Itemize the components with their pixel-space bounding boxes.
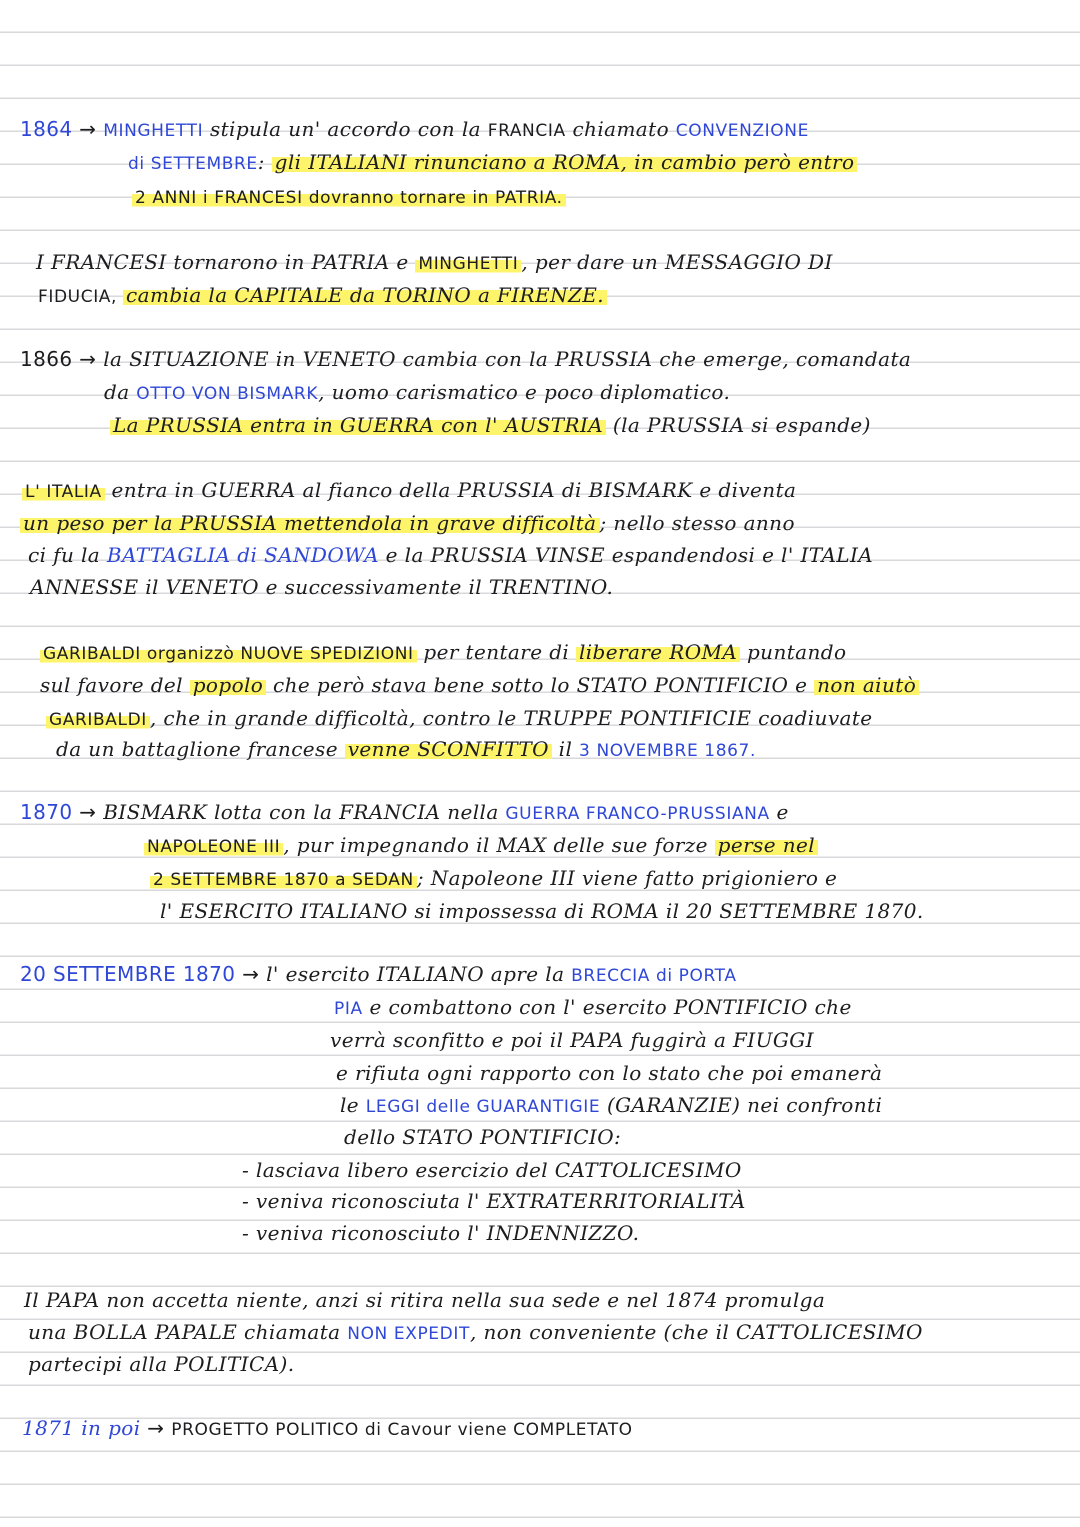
line-garibaldi-2 bbox=[40, 673, 919, 697]
line-1870-1 bbox=[20, 800, 789, 824]
text: per tentare di bbox=[416, 640, 576, 664]
highlighted-text: La PRUSSIA entra in GUERRA con l' AUSTRIA bbox=[110, 413, 606, 437]
bullet-text: - veniva riconosciuta l' EXTRATERRITORIALITÀ bbox=[242, 1189, 746, 1213]
line-papa-2 bbox=[28, 1320, 923, 1344]
line-1866-2 bbox=[104, 380, 730, 404]
text: stipula un' accordo con la bbox=[203, 117, 488, 141]
text: dello STATO PONTIFICIO: bbox=[344, 1125, 622, 1149]
line-1864-2 bbox=[128, 150, 857, 174]
text: : bbox=[257, 150, 272, 174]
highlighted-text: NAPOLEONE III bbox=[144, 837, 283, 857]
text: che però stava bene sotto lo STATO PONTIFICIO e bbox=[266, 673, 815, 697]
line-1871 bbox=[22, 1416, 633, 1440]
line-francesi-1 bbox=[36, 250, 833, 274]
text-bismark: OTTO VON BISMARK bbox=[136, 384, 319, 404]
text: entra in GUERRA al fianco della PRUSSIA di BISMARK e diventa bbox=[104, 478, 797, 502]
text: verrà sconfitto e poi il PAPA fuggirà a FIUGGI bbox=[330, 1028, 814, 1052]
list-item bbox=[242, 1158, 742, 1182]
highlighted-text: un peso per la PRUSSIA mettendola in grave difficoltà bbox=[20, 511, 600, 535]
year-label: 1870 bbox=[20, 800, 73, 824]
text: sul favore del bbox=[40, 673, 190, 697]
text: da bbox=[104, 380, 137, 404]
year-label: 1866 bbox=[20, 347, 73, 371]
text: puntando bbox=[740, 640, 847, 664]
line-italia-1 bbox=[22, 478, 796, 502]
highlighted-text: GARIBALDI organizzò NUOVE SPEDIZIONI bbox=[40, 644, 417, 664]
highlighted-text: 2 ANNI i FRANCESI dovranno tornare in PATRIA. bbox=[132, 188, 566, 208]
text: , non conveniente (che il CATTOLICESIMO bbox=[469, 1320, 923, 1344]
arrow-icon: → bbox=[79, 800, 97, 824]
line-papa-1 bbox=[24, 1288, 825, 1312]
highlighted-text: 2 SETTEMBRE 1870 a SEDAN bbox=[150, 870, 417, 890]
highlighted-text: cambia la CAPITALE da TORINO a FIRENZE. bbox=[123, 283, 607, 307]
text-guerra: GUERRA FRANCO-PRUSSIANA bbox=[505, 804, 770, 824]
text-pia: PIA bbox=[334, 999, 363, 1019]
line-20set-2 bbox=[334, 995, 852, 1019]
line-francesi-2 bbox=[38, 283, 607, 307]
line-20set-3 bbox=[330, 1028, 814, 1052]
line-italia-3 bbox=[28, 543, 873, 567]
text: ; nello stesso anno bbox=[599, 511, 795, 535]
highlighted-text: popolo bbox=[190, 673, 267, 697]
text: il bbox=[551, 737, 580, 761]
arrow-icon: → bbox=[242, 962, 260, 986]
line-1866-3 bbox=[110, 413, 871, 437]
text: l' ESERCITO ITALIANO si impossessa di ROMA il 20 SETTEMBRE 1870. bbox=[160, 899, 924, 923]
text: FRANCIA bbox=[487, 121, 566, 141]
text-non-expedit: NON EXPEDIT bbox=[347, 1324, 470, 1344]
highlighted-text: non aiutò bbox=[814, 673, 919, 697]
line-1864-1 bbox=[20, 117, 809, 141]
text: di SETTEMBRE bbox=[128, 154, 258, 174]
text-battaglia: BATTAGLIA di SANDOWA bbox=[106, 543, 379, 567]
line-garibaldi-4 bbox=[56, 737, 756, 761]
text: ANNESSE il VENETO e successivamente il TRENTINO. bbox=[30, 575, 614, 599]
text: , per dare un MESSAGGIO DI bbox=[521, 250, 833, 274]
text: (la PRUSSIA si espande) bbox=[606, 413, 871, 437]
highlighted-text: perse nel bbox=[715, 833, 818, 857]
line-1870-3 bbox=[150, 866, 837, 890]
text: una BOLLA PAPALE chiamata bbox=[28, 1320, 348, 1344]
arrow-icon: → bbox=[79, 347, 97, 371]
line-garibaldi-1 bbox=[40, 640, 846, 664]
date-label: 1871 in poi bbox=[22, 1416, 141, 1440]
highlighted-text: liberare ROMA bbox=[576, 640, 740, 664]
text: I FRANCESI tornarono in PATRIA e bbox=[36, 250, 416, 274]
text: e la PRUSSIA VINSE espandendosi e l' ITALIA bbox=[378, 543, 874, 567]
text: ci fu la bbox=[28, 543, 107, 567]
line-italia-2 bbox=[20, 511, 795, 535]
highlighted-text: MINGHETTI bbox=[415, 254, 521, 274]
text: Il PAPA non accetta niente, anzi si ritira nella sua sede e nel 1874 promulga bbox=[24, 1288, 826, 1312]
list-item bbox=[242, 1189, 746, 1213]
text: ; Napoleone III viene fatto prigioniero e bbox=[416, 866, 838, 890]
text-leggi: LEGGI delle GUARANTIGIE bbox=[365, 1097, 601, 1117]
text: , pur impegnando il MAX delle sue forze bbox=[283, 833, 715, 857]
text: e rifiuta ogni rapporto con lo stato che poi emanerà bbox=[336, 1061, 883, 1085]
text: , che in grande difficoltà, contro le TRUPPE PONTIFICIE coadiuvate bbox=[149, 706, 873, 730]
text: e combattono con l' esercito PONTIFICIO che bbox=[362, 995, 852, 1019]
line-20set-5 bbox=[340, 1093, 882, 1117]
highlighted-text: venne SCONFITTO bbox=[345, 737, 552, 761]
highlighted-text: gli ITALIANI rinunciano a ROMA, in cambio però entro bbox=[272, 150, 858, 174]
bullet-text: - veniva riconosciuto l' INDENNIZZO. bbox=[242, 1221, 640, 1245]
text: l' esercito ITALIANO apre la bbox=[266, 962, 572, 986]
list-item bbox=[242, 1221, 639, 1245]
line-1870-2 bbox=[144, 833, 818, 857]
line-20set-1 bbox=[20, 962, 737, 986]
text-breccia: BRECCIA di PORTA bbox=[571, 966, 737, 986]
line-papa-3 bbox=[28, 1352, 295, 1376]
arrow-icon: → bbox=[147, 1416, 165, 1440]
year-label: 1864 bbox=[20, 117, 73, 141]
text: e bbox=[769, 800, 789, 824]
bullet-text: - lasciava libero esercizio del CATTOLICESIMO bbox=[242, 1158, 742, 1182]
line-1870-4 bbox=[160, 899, 924, 923]
line-garibaldi-3 bbox=[46, 706, 873, 730]
text: la SITUAZIONE in VENETO cambia con la PRUSSIA che emerge, comandata bbox=[103, 347, 912, 371]
line-1864-3 bbox=[132, 184, 566, 208]
arrow-icon: → bbox=[79, 117, 97, 141]
line-20set-4 bbox=[336, 1061, 882, 1085]
line-1866-1 bbox=[20, 347, 911, 371]
line-20set-6 bbox=[344, 1125, 621, 1149]
text: da un battaglione francese bbox=[56, 737, 345, 761]
text: FIDUCIA, bbox=[38, 287, 124, 307]
text: partecipi alla POLITICA). bbox=[28, 1352, 295, 1376]
date-text: 3 NOVEMBRE 1867. bbox=[579, 741, 756, 761]
text: BISMARK lotta con la FRANCIA nella bbox=[103, 800, 506, 824]
date-label: 20 SETTEMBRE 1870 bbox=[20, 962, 236, 986]
line-italia-4 bbox=[30, 575, 613, 599]
text: PROGETTO POLITICO di Cavour viene COMPLETATO bbox=[171, 1420, 633, 1440]
highlighted-text: L' ITALIA bbox=[22, 482, 105, 502]
text: CONVENZIONE bbox=[675, 121, 809, 141]
text: , uomo carismatico e poco diplomatico. bbox=[318, 380, 731, 404]
text-minghetti: MINGHETTI bbox=[103, 121, 204, 141]
highlighted-text: GARIBALDI bbox=[46, 710, 150, 730]
text: le bbox=[340, 1093, 366, 1117]
text: chiamato bbox=[565, 117, 676, 141]
text: (GARANZIE) nei confronti bbox=[600, 1093, 883, 1117]
